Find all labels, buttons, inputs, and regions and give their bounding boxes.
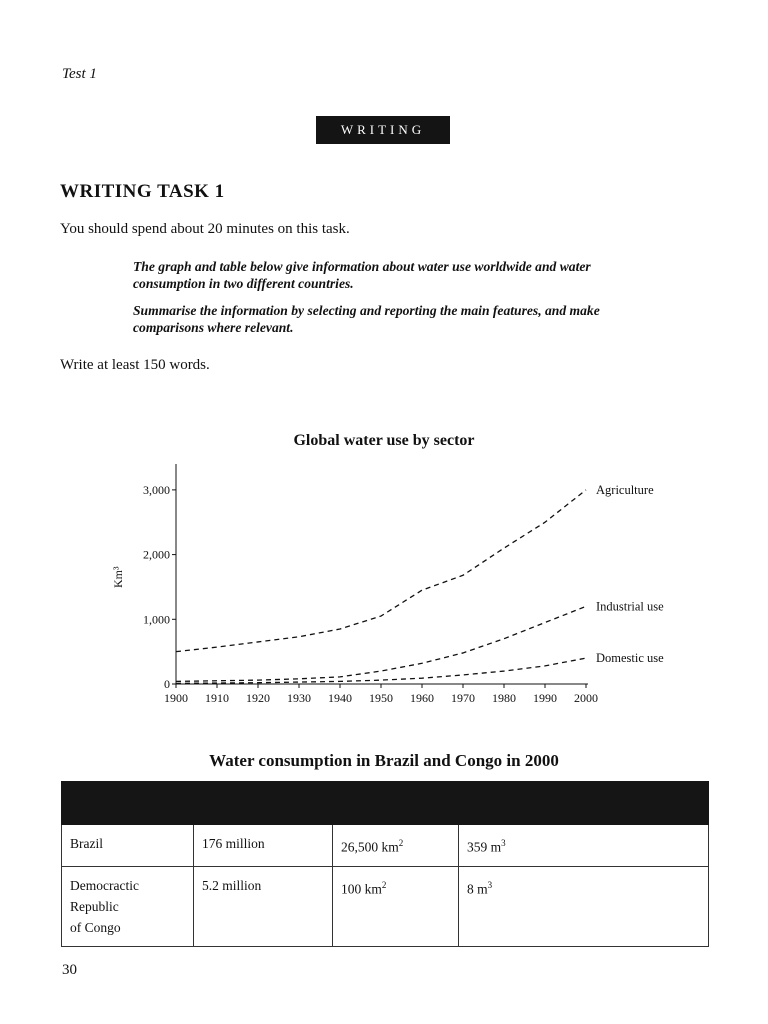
series-label: Agriculture (596, 482, 654, 497)
x-tick-label: 1970 (451, 691, 475, 705)
area-value: 26,500 km (341, 839, 399, 855)
line-chart (0, 455, 768, 705)
x-tick-label: 1980 (492, 691, 516, 705)
x-tick-label: 1960 (410, 691, 434, 705)
country-line: of Congo (70, 919, 121, 935)
area-cell (333, 825, 459, 867)
x-tick-label: 1900 (164, 691, 188, 705)
country-cell: Brazil (62, 825, 194, 867)
chart-title: Global water use by sector (293, 432, 475, 449)
x-tick-label: 1930 (287, 691, 311, 705)
series-label: Industrial use (596, 599, 664, 614)
consumption-value: 8 m (467, 881, 488, 896)
population-cell: 5.2 million (194, 866, 333, 946)
consumption-unit-superscript: 3 (487, 879, 493, 890)
x-tick-label: 2000 (574, 691, 598, 705)
y-tick-label: 1,000 (143, 612, 170, 627)
page-number: 30 (62, 962, 77, 978)
y-axis-label: Km³ (111, 566, 125, 589)
y-tick-label: 3,000 (143, 482, 170, 497)
x-tick-label: 1920 (246, 691, 270, 705)
table-header-cell (194, 782, 333, 825)
table-header-cell (459, 782, 709, 825)
x-tick-label: 1990 (533, 691, 557, 705)
series-line (176, 490, 586, 652)
series-line (176, 606, 586, 681)
x-tick-label: 1910 (205, 691, 229, 705)
section-banner: WRITING (316, 116, 450, 144)
y-tick-label: 0 (164, 677, 170, 691)
table-row (62, 866, 709, 946)
series-line (176, 658, 586, 683)
word-instruction: Write at least 150 words. (60, 357, 210, 373)
series-label: Domestic use (596, 651, 664, 666)
table-header-row (62, 782, 709, 825)
y-tick-label: 2,000 (143, 547, 170, 562)
table-header-cell (62, 782, 194, 825)
page-header: Test 1 (62, 66, 97, 82)
consumption-value: 359 m (467, 839, 502, 855)
time-instruction: You should spend about 20 minutes on this task. (60, 221, 350, 237)
area-unit-superscript: 2 (381, 879, 387, 890)
area-unit-superscript: 2 (398, 838, 404, 848)
country-line: Democractic (70, 877, 139, 893)
water-consumption-table (61, 781, 709, 947)
area-cell (333, 866, 459, 946)
consumption-unit-superscript: 3 (501, 838, 506, 848)
country-line: Republic (70, 898, 119, 914)
population-cell: 176 million (194, 825, 333, 867)
x-tick-label: 1940 (328, 691, 352, 705)
task-prompt-2: Summarise the information by selecting and reporting the main features, and make comparisons where relevant. (133, 303, 600, 335)
task-prompt-1: The graph and table below give information about water use worldwide and water consumption in two different countries. (133, 259, 591, 291)
country-cell (62, 866, 194, 946)
table-title: Water consumption in Brazil and Congo in 2000 (209, 751, 559, 770)
consumption-cell (459, 825, 709, 867)
x-tick-label: 1950 (369, 691, 393, 705)
table-header-cell (333, 782, 459, 825)
consumption-cell (459, 866, 709, 946)
area-value: 100 km (341, 881, 382, 896)
table-row (62, 825, 709, 867)
task-heading: WRITING TASK 1 (60, 181, 225, 202)
